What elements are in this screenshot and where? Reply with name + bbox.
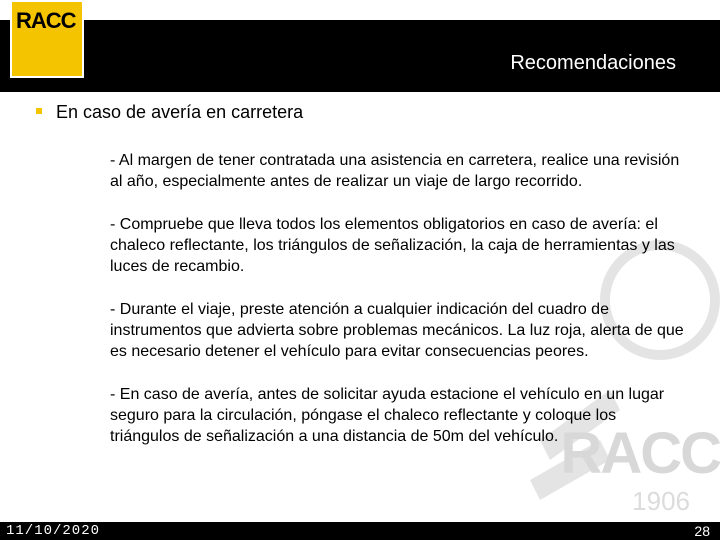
- bullet-icon: [36, 108, 42, 114]
- list-item: - En caso de avería, antes de solicitar ayuda estacione el vehículo en un lugar seguro para la circulación, póngase el chaleco reflectante y coloque los triángulos de señalización a una distancia de 50m del vehículo.: [110, 386, 665, 445]
- logo-text: RACC: [16, 8, 76, 33]
- footer-bar: [0, 522, 720, 540]
- page-number: 28: [694, 523, 710, 539]
- watermark-text: RACC: [560, 421, 720, 486]
- section-heading: En caso de avería en carretera: [56, 102, 304, 122]
- list-item: - Al margen de tener contratada una asistencia en carretera, realice una revisión al año, especialmente antes de realizar un viaje de largo recorrido.: [110, 152, 680, 190]
- watermark-year: 1906: [632, 486, 690, 516]
- list-item: - Compruebe que lleva todos los elementos obligatorios en caso de avería: el chaleco reflectante, los triángulos de señalización, la caja de herramientas y las luces de recambio.: [110, 216, 675, 275]
- slide-title: Recomendaciones: [510, 52, 676, 74]
- list-item: - Durante el viaje, preste atención a cualquier indicación del cuadro de instrumentos que advierta sobre problemas mecánicos. La luz roja, alerta de que es necesario detener el vehículo para evitar consecuencias peores.: [110, 301, 684, 360]
- footer-date: 11/10/2020: [6, 523, 101, 539]
- racc-logo: [10, 0, 84, 78]
- recommendation-list: [110, 150, 685, 469]
